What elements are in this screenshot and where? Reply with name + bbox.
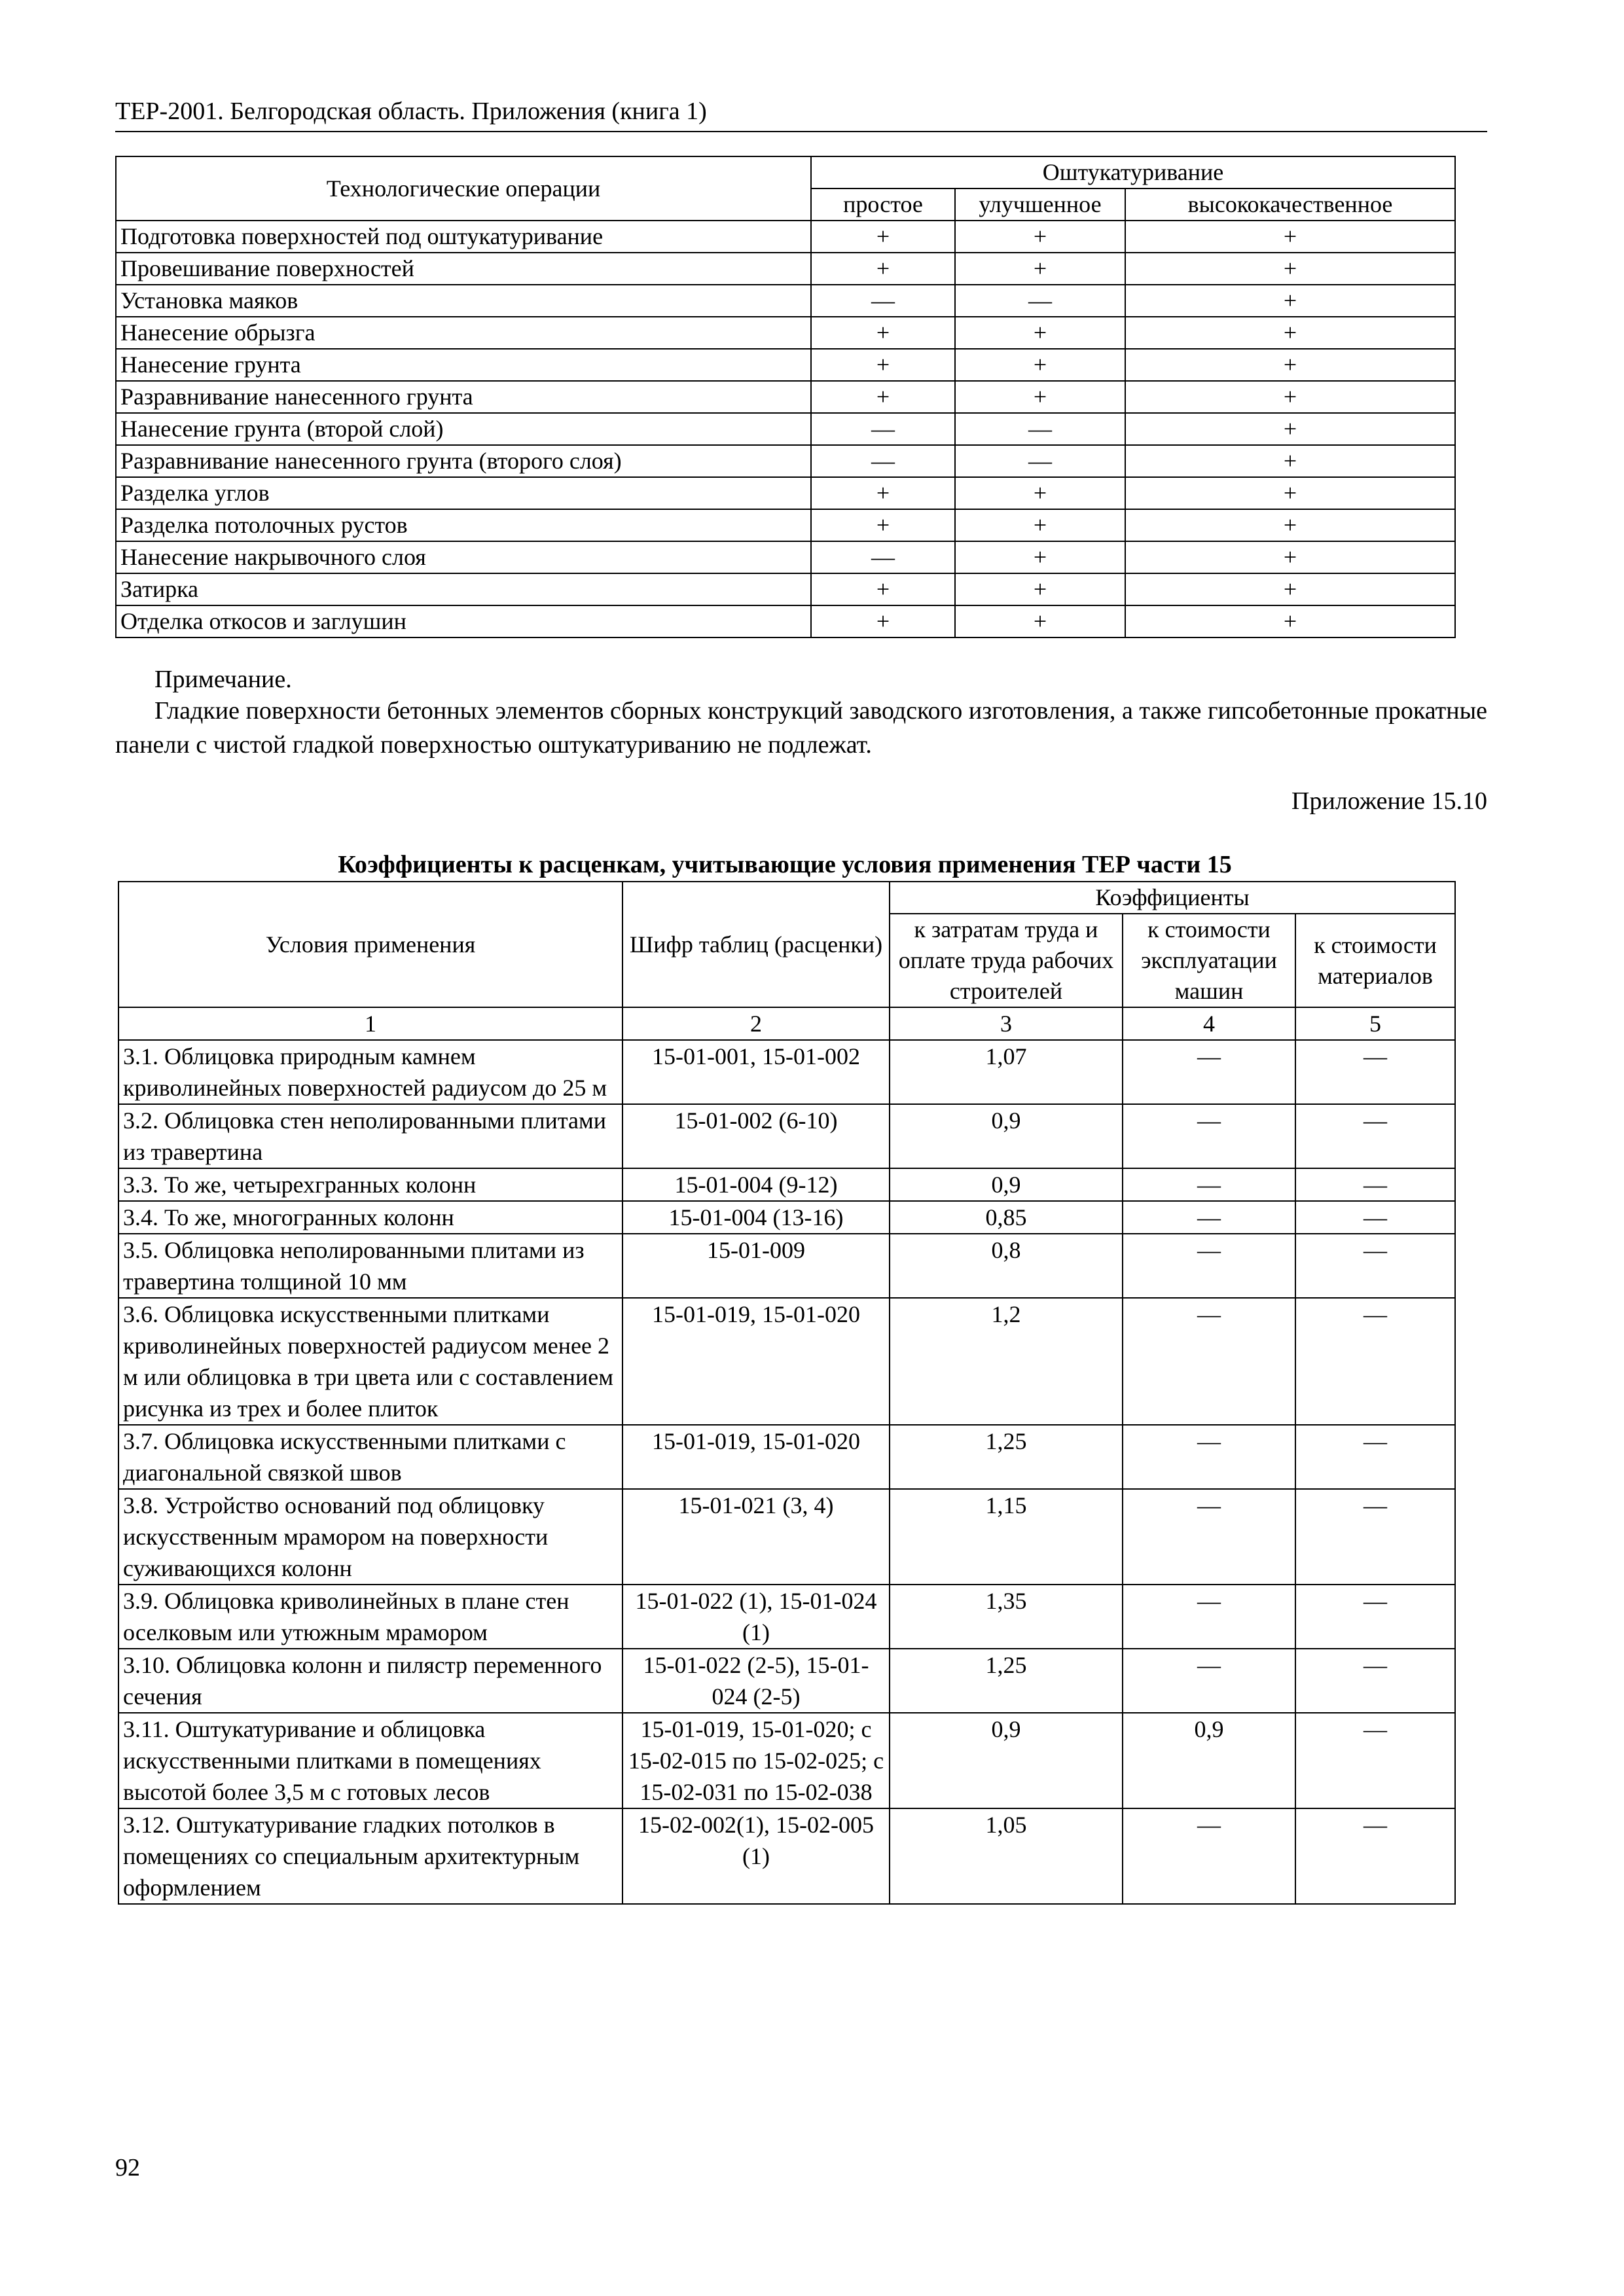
applicability-mark: — bbox=[811, 445, 955, 477]
operation-cell: Нанесение грунта (второй слой) bbox=[116, 413, 811, 445]
table-row bbox=[116, 605, 1455, 637]
table-row bbox=[118, 1201, 1455, 1234]
applicability-mark: + bbox=[1125, 509, 1455, 541]
operation-cell: Разравнивание нанесенного грунта (второго слоя) bbox=[116, 445, 811, 477]
column-number: 5 bbox=[1295, 1007, 1455, 1040]
page-number: 92 bbox=[115, 2154, 140, 2181]
machines-coefficient: — bbox=[1123, 1201, 1295, 1234]
table-row bbox=[118, 1104, 1455, 1168]
labor-coefficient: 0,8 bbox=[890, 1234, 1123, 1298]
table-row bbox=[118, 1234, 1455, 1298]
table-row bbox=[118, 1713, 1455, 1808]
table-row bbox=[118, 1489, 1455, 1585]
machines-coefficient: — bbox=[1123, 1104, 1295, 1168]
cipher-cell: 15-01-022 (1), 15-01-024 (1) bbox=[623, 1585, 890, 1649]
applicability-mark: + bbox=[811, 253, 955, 285]
applicability-mark: + bbox=[1125, 349, 1455, 381]
applicability-mark: + bbox=[955, 253, 1125, 285]
condition-cell: 3.12. Оштукатуривание гладких потолков в помещениях со специальным архитектурным оформлением bbox=[118, 1808, 623, 1904]
applicability-mark: + bbox=[1125, 317, 1455, 349]
table-row bbox=[116, 541, 1455, 573]
operation-cell: Провешивание поверхностей bbox=[116, 253, 811, 285]
table-row bbox=[116, 509, 1455, 541]
table-row bbox=[116, 573, 1455, 605]
materials-coefficient: — bbox=[1295, 1808, 1455, 1904]
applicability-mark: + bbox=[811, 381, 955, 413]
cipher-cell: 15-01-001, 15-01-002 bbox=[623, 1040, 890, 1104]
labor-coefficient: 1,07 bbox=[890, 1040, 1123, 1104]
operation-cell: Разделка углов bbox=[116, 477, 811, 509]
labor-coefficient: 0,9 bbox=[890, 1168, 1123, 1201]
table-caption: Коэффициенты к расценкам, учитывающие условия применения ТЕР части 15 bbox=[338, 851, 1232, 878]
operation-cell: Нанесение обрызга bbox=[116, 317, 811, 349]
applicability-mark: + bbox=[955, 317, 1125, 349]
applicability-mark: + bbox=[955, 349, 1125, 381]
column-header-labor: к затратам труда и оплате труда рабочих строителей bbox=[890, 914, 1123, 1007]
operation-cell: Подготовка поверхностей под оштукатуривание bbox=[116, 221, 811, 253]
applicability-mark: + bbox=[811, 477, 955, 509]
applicability-mark: + bbox=[1125, 413, 1455, 445]
machines-coefficient: — bbox=[1123, 1298, 1295, 1425]
table-row bbox=[118, 1168, 1455, 1201]
table-row bbox=[118, 1298, 1455, 1425]
labor-coefficient: 0,9 bbox=[890, 1104, 1123, 1168]
materials-coefficient: — bbox=[1295, 1168, 1455, 1201]
condition-cell: 3.9. Облицовка криволинейных в плане стен оселковым или утюжным мрамором bbox=[118, 1585, 623, 1649]
coefficients-table bbox=[118, 881, 1456, 1905]
column-header-simple: простое bbox=[811, 188, 955, 221]
applicability-mark: — bbox=[955, 285, 1125, 317]
table-row bbox=[116, 253, 1455, 285]
applicability-mark: + bbox=[955, 509, 1125, 541]
applicability-mark: + bbox=[811, 221, 955, 253]
applicability-mark: + bbox=[1125, 477, 1455, 509]
condition-cell: 3.7. Облицовка искусственными плитками с диагональной связкой швов bbox=[118, 1425, 623, 1489]
applicability-mark: + bbox=[955, 605, 1125, 637]
labor-coefficient: 1,15 bbox=[890, 1489, 1123, 1585]
labor-coefficient: 1,25 bbox=[890, 1649, 1123, 1713]
applicability-mark: + bbox=[1125, 573, 1455, 605]
condition-cell: 3.5. Облицовка неполированными плитами из травертина толщиной 10 мм bbox=[118, 1234, 623, 1298]
machines-coefficient: — bbox=[1123, 1040, 1295, 1104]
header-rule bbox=[115, 131, 1487, 132]
condition-cell: 3.1. Облицовка природным камнем криволинейных поверхностей радиусом до 25 м bbox=[118, 1040, 623, 1104]
table-row bbox=[118, 1040, 1455, 1104]
operation-cell: Разделка потолочных рустов bbox=[116, 509, 811, 541]
column-number: 2 bbox=[623, 1007, 890, 1040]
column-number: 4 bbox=[1123, 1007, 1295, 1040]
applicability-mark: + bbox=[811, 317, 955, 349]
condition-cell: 3.6. Облицовка искусственными плитками криволинейных поверхностей радиусом менее 2 м или облицовка в три цвета или с составлением рисунка из трех и более плиток bbox=[118, 1298, 623, 1425]
cipher-cell: 15-01-004 (13-16) bbox=[623, 1201, 890, 1234]
condition-cell: 3.8. Устройство оснований под облицовку искусственным мрамором на поверхности суживающихся колонн bbox=[118, 1489, 623, 1585]
table-row bbox=[118, 1585, 1455, 1649]
plastering-operations-table bbox=[115, 156, 1456, 638]
machines-coefficient: — bbox=[1123, 1585, 1295, 1649]
applicability-mark: + bbox=[1125, 381, 1455, 413]
applicability-mark: + bbox=[811, 509, 955, 541]
condition-cell: 3.3. То же, четырехгранных колонн bbox=[118, 1168, 623, 1201]
machines-coefficient: — bbox=[1123, 1649, 1295, 1713]
applicability-mark: + bbox=[1125, 541, 1455, 573]
column-header-plastering: Оштукатуривание bbox=[811, 156, 1455, 188]
note-text: Гладкие поверхности бетонных элементов сборных конструкций заводского изготовления, а также гипсобетонные прокатные панели с чистой гладкой поверхностью оштукатуриванию не подлежат. bbox=[115, 697, 1487, 759]
appendix-label: Приложение 15.10 bbox=[1291, 787, 1487, 815]
cipher-cell: 15-01-004 (9-12) bbox=[623, 1168, 890, 1201]
cipher-cell: 15-01-009 bbox=[623, 1234, 890, 1298]
applicability-mark: + bbox=[1125, 221, 1455, 253]
materials-coefficient: — bbox=[1295, 1425, 1455, 1489]
condition-cell: 3.4. То же, многогранных колонн bbox=[118, 1201, 623, 1234]
condition-cell: 3.2. Облицовка стен неполированными плитами из травертина bbox=[118, 1104, 623, 1168]
labor-coefficient: 0,9 bbox=[890, 1713, 1123, 1808]
materials-coefficient: — bbox=[1295, 1104, 1455, 1168]
cipher-cell: 15-01-019, 15-01-020 bbox=[623, 1298, 890, 1425]
applicability-mark: + bbox=[955, 541, 1125, 573]
labor-coefficient: 1,05 bbox=[890, 1808, 1123, 1904]
machines-coefficient: — bbox=[1123, 1808, 1295, 1904]
running-header: ТЕР-2001. Белгородская область. Приложения (книга 1) bbox=[115, 98, 707, 125]
table-row bbox=[116, 221, 1455, 253]
table-row bbox=[118, 1808, 1455, 1904]
materials-coefficient: — bbox=[1295, 1040, 1455, 1104]
applicability-mark: + bbox=[811, 605, 955, 637]
applicability-mark: + bbox=[955, 477, 1125, 509]
machines-coefficient: 0,9 bbox=[1123, 1713, 1295, 1808]
applicability-mark: + bbox=[955, 573, 1125, 605]
table-row bbox=[116, 285, 1455, 317]
applicability-mark: + bbox=[955, 381, 1125, 413]
machines-coefficient: — bbox=[1123, 1489, 1295, 1585]
machines-coefficient: — bbox=[1123, 1168, 1295, 1201]
condition-cell: 3.11. Оштукатуривание и облицовка искусственными плитками в помещениях высотой более 3,5 м с готовых лесов bbox=[118, 1713, 623, 1808]
column-header-machines: к стоимости эксплуатации машин bbox=[1123, 914, 1295, 1007]
materials-coefficient: — bbox=[1295, 1201, 1455, 1234]
cipher-cell: 15-02-002(1), 15-02-005 (1) bbox=[623, 1808, 890, 1904]
column-header-cipher: Шифр таблиц (расценки) bbox=[623, 882, 890, 1007]
operation-cell: Нанесение накрывочного слоя bbox=[116, 541, 811, 573]
table-row bbox=[118, 1425, 1455, 1489]
column-header-materials: к стоимости материалов bbox=[1295, 914, 1455, 1007]
machines-coefficient: — bbox=[1123, 1234, 1295, 1298]
cipher-cell: 15-01-019, 15-01-020 bbox=[623, 1425, 890, 1489]
column-header-conditions: Условия применения bbox=[118, 882, 623, 1007]
materials-coefficient: — bbox=[1295, 1234, 1455, 1298]
applicability-mark: + bbox=[1125, 285, 1455, 317]
applicability-mark: — bbox=[955, 445, 1125, 477]
condition-cell: 3.10. Облицовка колонн и пилястр переменного сечения bbox=[118, 1649, 623, 1713]
machines-coefficient: — bbox=[1123, 1425, 1295, 1489]
labor-coefficient: 1,25 bbox=[890, 1425, 1123, 1489]
column-header-operations: Технологические операции bbox=[116, 156, 811, 221]
applicability-mark: — bbox=[811, 285, 955, 317]
operation-cell: Установка маяков bbox=[116, 285, 811, 317]
applicability-mark: — bbox=[811, 541, 955, 573]
table-row bbox=[116, 445, 1455, 477]
column-number: 1 bbox=[118, 1007, 623, 1040]
applicability-mark: + bbox=[811, 573, 955, 605]
table-row bbox=[116, 381, 1455, 413]
column-header-coefficients: Коэффициенты bbox=[890, 882, 1455, 914]
table-row bbox=[116, 477, 1455, 509]
applicability-mark: — bbox=[811, 413, 955, 445]
note-title: Примечание. bbox=[154, 666, 292, 693]
applicability-mark: + bbox=[955, 221, 1125, 253]
cipher-cell: 15-01-019, 15-01-020; с 15-02-015 по 15-02-025; с 15-02-031 по 15-02-038 bbox=[623, 1713, 890, 1808]
column-header-high-quality: высококачественное bbox=[1125, 188, 1455, 221]
materials-coefficient: — bbox=[1295, 1649, 1455, 1713]
operation-cell: Разравнивание нанесенного грунта bbox=[116, 381, 811, 413]
applicability-mark: + bbox=[811, 349, 955, 381]
materials-coefficient: — bbox=[1295, 1489, 1455, 1585]
table-row bbox=[118, 1649, 1455, 1713]
table-row bbox=[116, 413, 1455, 445]
cipher-cell: 15-01-022 (2-5), 15-01-024 (2-5) bbox=[623, 1649, 890, 1713]
labor-coefficient: 0,85 bbox=[890, 1201, 1123, 1234]
column-header-improved: улучшенное bbox=[955, 188, 1125, 221]
materials-coefficient: — bbox=[1295, 1585, 1455, 1649]
cipher-cell: 15-01-002 (6-10) bbox=[623, 1104, 890, 1168]
applicability-mark: — bbox=[955, 413, 1125, 445]
operation-cell: Нанесение грунта bbox=[116, 349, 811, 381]
materials-coefficient: — bbox=[1295, 1713, 1455, 1808]
labor-coefficient: 1,2 bbox=[890, 1298, 1123, 1425]
operation-cell: Отделка откосов и заглушин bbox=[116, 605, 811, 637]
table-row bbox=[116, 317, 1455, 349]
materials-coefficient: — bbox=[1295, 1298, 1455, 1425]
operation-cell: Затирка bbox=[116, 573, 811, 605]
applicability-mark: + bbox=[1125, 253, 1455, 285]
applicability-mark: + bbox=[1125, 605, 1455, 637]
table-row bbox=[116, 349, 1455, 381]
column-number: 3 bbox=[890, 1007, 1123, 1040]
cipher-cell: 15-01-021 (3, 4) bbox=[623, 1489, 890, 1585]
applicability-mark: + bbox=[1125, 445, 1455, 477]
labor-coefficient: 1,35 bbox=[890, 1585, 1123, 1649]
